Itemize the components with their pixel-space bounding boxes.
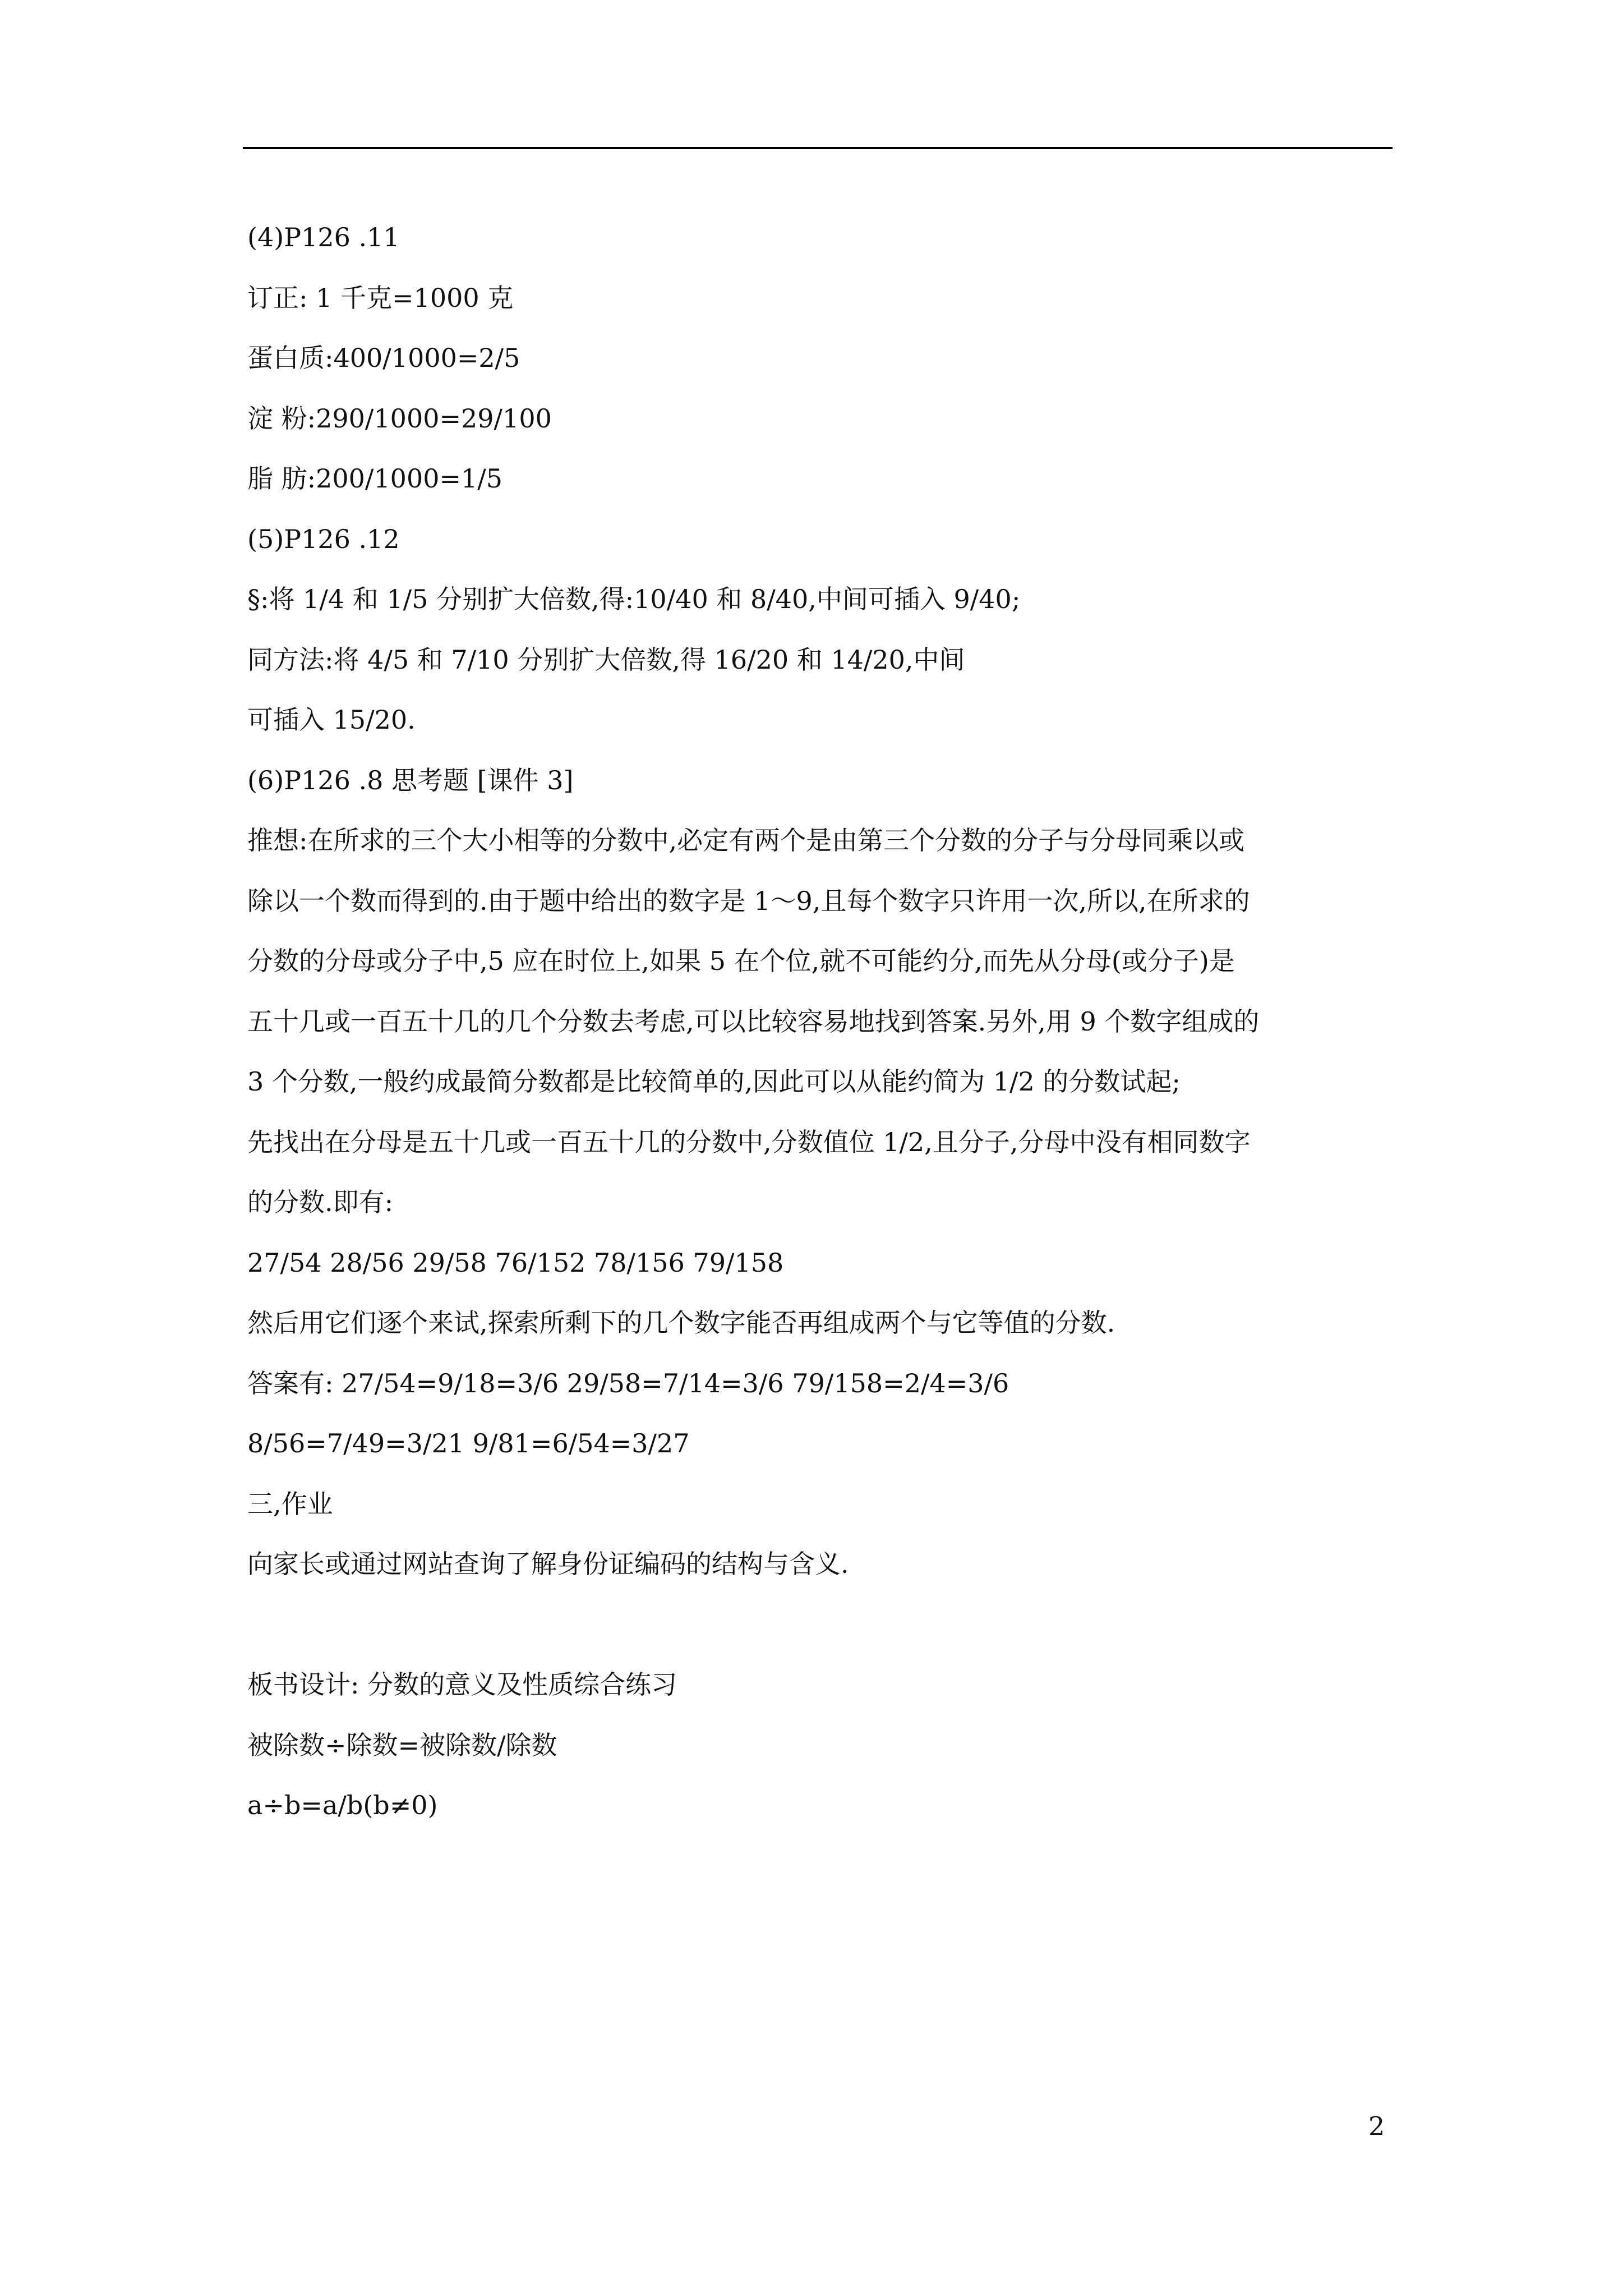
document-body — [247, 208, 1393, 1836]
text-line: 同方法:将 4/5 和 7/10 分别扩大倍数,得 16/20 和 14/20,中间 — [247, 644, 965, 675]
text-line: 8/56=7/49=3/21 9/81=6/54=3/27 — [247, 1428, 690, 1458]
text-line: a÷b=a/b(b≠0) — [247, 1790, 438, 1820]
text-line: 向家长或通过网站查询了解身份证编码的结构与含义. — [247, 1549, 849, 1579]
text-line: (6)P126 .8 思考题 [课件 3] — [247, 765, 574, 795]
text-line: 先找出在分母是五十几或一百五十几的分数中,分数值位 1/2,且分子,分母中没有相同数字 — [247, 1126, 1251, 1157]
text-line: 答案有: 27/54=9/18=3/6 29/58=7/14=3/6 79/158=2/4=3/6 — [247, 1368, 1009, 1398]
text-line: 蛋白质:400/1000=2/5 — [247, 343, 520, 373]
text-line: 淀 粉:290/1000=29/100 — [247, 403, 552, 434]
text-line: 27/54 28/56 29/58 76/152 78/156 79/158 — [247, 1247, 784, 1278]
text-line: 推想:在所求的三个大小相等的分数中,必定有两个是由第三个分数的分子与分母同乘以或 — [247, 825, 1245, 855]
text-line: 3 个分数,一般约成最简分数都是比较简单的,因此可以从能约简为 1/2 的分数试起; — [247, 1066, 1181, 1097]
text-line: 被除数÷除数=被除数/除数 — [247, 1729, 557, 1760]
text-line: 五十几或一百五十几的几个分数去考虑,可以比较容易地找到答案.另外,用 9 个数字组成的 — [247, 1006, 1260, 1037]
text-line: 脂 肪:200/1000=1/5 — [247, 463, 503, 494]
header-rule — [243, 147, 1393, 149]
text-line: §:将 1/4 和 1/5 分别扩大倍数,得:10/40 和 8/40,中间可插入 9/40; — [247, 584, 1021, 614]
text-line: 板书设计: 分数的意义及性质综合练习 — [247, 1669, 677, 1700]
text-line: 然后用它们逐个来试,探索所剩下的几个数字能否再组成两个与它等值的分数. — [247, 1308, 1115, 1338]
text-line: 的分数.即有: — [247, 1187, 394, 1217]
text-line: (4)P126 .11 — [247, 222, 400, 252]
text-line: 除以一个数而得到的.由于题中给出的数字是 1～9,且每个数字只许用一次,所以,在所求的 — [247, 885, 1250, 916]
text-line: 分数的分母或分子中,5 应在时位上,如果 5 在个位,就不可能约分,而先从分母(或分子)是 — [247, 946, 1235, 976]
blank-line — [247, 1595, 1393, 1655]
text-line: 三,作业 — [247, 1488, 333, 1519]
text-line: (5)P126 .12 — [247, 523, 400, 554]
page-number: 2 — [1368, 2111, 1385, 2141]
text-line: 可插入 15/20. — [247, 705, 416, 735]
text-line: 订正: 1 千克=1000 克 — [247, 282, 514, 313]
